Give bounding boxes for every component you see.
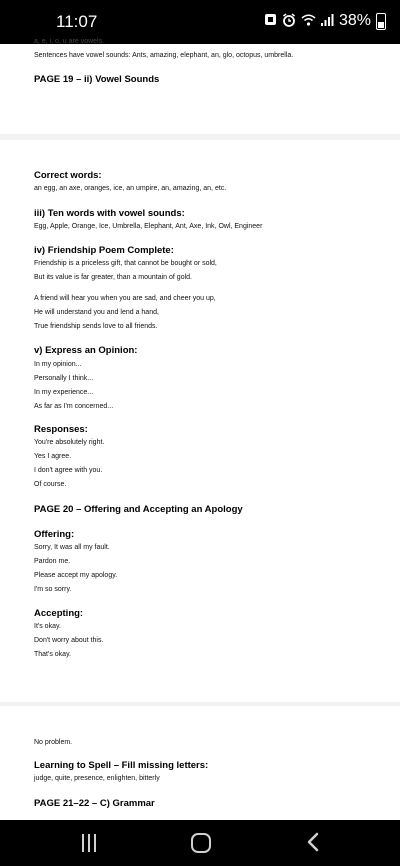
accepting-line: It's okay.: [34, 623, 61, 630]
notification-app-icon: [264, 13, 277, 29]
no-problem-text: No problem.: [34, 739, 73, 746]
response-line: Of course.: [34, 481, 67, 488]
status-time: 11:07: [56, 12, 98, 31]
opinion-heading: v) Express an Opinion:: [34, 345, 138, 356]
document-page: [0, 38, 400, 134]
poem-line: Friendship is a priceless gift, that cannot be bought or sold,: [34, 260, 217, 267]
opinion-line: As far as I'm concerned...: [34, 403, 114, 410]
offering-line: I'm so sorry.: [34, 586, 72, 593]
recents-icon[interactable]: [82, 834, 98, 852]
poem-line: A friend will hear you when you are sad, and cheer you up,: [34, 295, 216, 302]
accepting-heading: Accepting:: [34, 608, 84, 619]
opinion-line: Personally I think...: [34, 375, 94, 382]
ten-words-heading: iii) Ten words with vowel sounds:: [34, 208, 185, 219]
battery-percent: 38%: [338, 12, 371, 29]
responses-heading: Responses:: [34, 424, 88, 435]
response-line: You're absolutely right.: [34, 439, 105, 446]
spell-words: judge, quite, presence, enlighten, bitterly: [34, 775, 160, 782]
navigation-bar: [0, 820, 400, 866]
alarm-icon: [282, 13, 296, 30]
accepting-line: Don't worry about this.: [34, 637, 104, 644]
poem-line: True friendship sends love to all friends.: [34, 323, 158, 330]
offering-line: Pardon me.: [34, 558, 71, 565]
ten-words-text: Egg, Apple, Orange, Ice, Umbrella, Elephant, Ant, Axe, Ink, Owl, Engineer: [34, 223, 263, 230]
opinion-line: In my experience...: [34, 389, 94, 396]
poem-heading: iv) Friendship Poem Complete:: [34, 245, 174, 256]
spell-heading: Learning to Spell – Fill missing letters:: [34, 760, 209, 771]
correct-words-heading: Correct words:: [34, 170, 102, 181]
response-line: Yes I agree.: [34, 453, 72, 460]
vowel-sounds-sentence: Sentences have vowel sounds: Ants, amazing, elephant, an, glo, octopus, umbrella.: [34, 52, 294, 59]
signal-icon: [321, 13, 334, 29]
offering-heading: Offering:: [34, 529, 75, 540]
grammar-heading: PAGE 21–22 – C) Grammar: [34, 798, 155, 809]
home-icon[interactable]: [191, 833, 211, 853]
wifi-icon: [301, 13, 316, 29]
offering-line: Please accept my apology.: [34, 572, 118, 579]
opinion-line: In my opinion...: [34, 361, 82, 368]
document-page: [0, 706, 400, 820]
poem-line: But its value is far greater, than a mountain of gold.: [34, 274, 192, 281]
status-icons: [264, 12, 386, 30]
clipped-text-line: a, e, i, o, u are vowels.: [34, 38, 105, 45]
accepting-line: That's okay.: [34, 651, 71, 658]
back-icon[interactable]: [306, 832, 320, 857]
correct-words-text: an egg, an axe, oranges, ice, an umpire, an, amazing, an, etc.: [34, 185, 227, 192]
document-page: [0, 140, 400, 702]
offering-line: Sorry, It was all my fault.: [34, 544, 110, 551]
battery-icon: [376, 13, 386, 30]
poem-line: He will understand you and lend a hand,: [34, 309, 159, 316]
page20-heading: PAGE 20 – Offering and Accepting an Apology: [34, 504, 243, 515]
response-line: I don't agree with you.: [34, 467, 103, 474]
page19-heading: PAGE 19 – ii) Vowel Sounds: [34, 74, 160, 85]
